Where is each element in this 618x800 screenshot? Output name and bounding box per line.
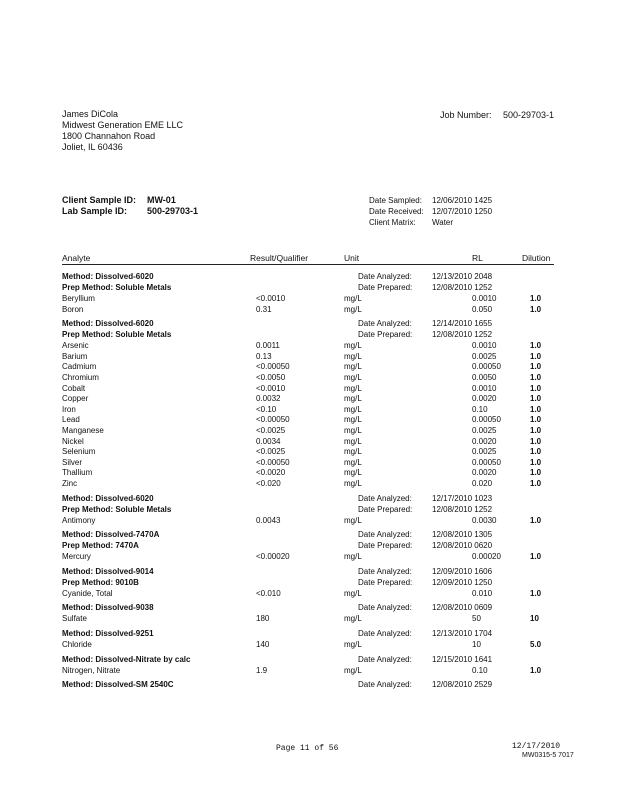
rl-value: 50 [472,614,481,624]
unit-value: mg/L [344,588,362,598]
document-code: MW0315-5 7017 [522,752,574,759]
analyte-name: Zinc [62,479,78,488]
result-value: <0.00050 [256,362,290,372]
rl-value: 0.010 [472,588,493,598]
date-sampled-value: 12/06/2010 1425 [432,196,493,205]
date-prepared-label: Date Prepared: [358,330,413,340]
method-name: Method: Dissolved-6020 [62,319,154,329]
analyte-name: Antimony [62,515,96,525]
date-analyzed-label: Date Analyzed: [358,530,412,540]
date-received-value: 12/07/2010 1250 [432,207,493,216]
result-value: 180 [256,614,270,624]
company-name: Midwest Generation EME LLC [62,120,184,130]
prep-method-name: Prep Method: 7470A [62,541,139,551]
analyte-name: Sulfate [62,614,87,624]
prep-method-name: Prep Method: Soluble Metals [62,504,172,514]
dilution-value: 1.0 [530,373,542,382]
analyte-name: Boron [62,304,84,314]
unit-value: mg/L [344,436,362,446]
dilution-value: 1.0 [530,341,542,351]
unit-value: mg/L [344,468,362,478]
unit-value: mg/L [344,640,362,649]
date-analyzed-value: 12/09/2010 1606 [432,566,493,576]
dilution-value: 1.0 [530,394,542,404]
header-dilution: Dilution [522,253,551,263]
analyte-name: Arsenic [62,341,89,351]
dilution-value: 1.0 [530,362,542,372]
dilution-value: 1.0 [530,351,542,361]
lab-sample-value: 500-29703-1 [147,206,199,216]
report-date: 12/17/2010 [512,742,561,751]
date-received-label: Date Received: [369,207,424,216]
rl-value: 0.0025 [472,351,497,361]
date-analyzed-label: Date Analyzed: [358,319,412,329]
date-prepared-label: Date Prepared: [358,577,413,587]
date-analyzed-value: 12/13/2010 1704 [432,629,493,638]
dilution-value: 5.0 [530,640,542,649]
lab-sample-label: Lab Sample ID: [62,206,128,216]
analyte-name: Beryllium [62,294,95,303]
result-value: 140 [256,640,270,649]
date-analyzed-label: Date Analyzed: [358,566,412,576]
unit-value: mg/L [344,614,362,624]
result-value: <0.0010 [256,383,286,393]
header-rule [62,264,554,265]
date-prepared-value: 12/09/2010 1250 [432,577,493,587]
date-analyzed-value: 12/15/2010 1641 [432,654,493,664]
rl-value: 0.00050 [472,415,501,425]
date-prepared-value: 12/08/2010 1252 [432,504,493,514]
method-name: Method: Dissolved-7470A [62,530,160,540]
dilution-value: 1.0 [530,479,542,488]
dilution-value: 1.0 [530,294,542,303]
client-name: James DiCola [62,109,119,119]
unit-value: mg/L [344,383,362,393]
result-value: <0.0050 [256,373,286,382]
result-value: 0.0043 [256,515,281,525]
analyte-name: Manganese [62,426,104,435]
dilution-value: 1.0 [530,436,542,446]
result-value: 0.13 [256,351,272,361]
result-value: 0.0032 [256,394,281,404]
dilution-value: 1.0 [530,304,542,314]
analyte-name: Cadmium [62,362,97,372]
method-name: Method: Dissolved-6020 [62,493,154,503]
date-analyzed-value: 12/14/2010 1655 [432,319,493,329]
unit-value: mg/L [344,394,362,404]
date-analyzed-value: 12/17/2010 1023 [432,493,493,503]
date-analyzed-value: 12/08/2010 2529 [432,680,493,690]
method-name: Method: Dissolved-9038 [62,603,154,613]
date-prepared-value: 12/08/2010 1252 [432,330,493,340]
analyte-name: Nitrogen, Nitrate [62,665,121,675]
rl-value: 0.020 [472,479,493,488]
client-matrix-value: Water [432,218,454,227]
unit-value: mg/L [344,404,362,414]
date-analyzed-value: 12/08/2010 0609 [432,603,493,613]
date-analyzed-label: Date Analyzed: [358,493,412,503]
dilution-value: 10 [530,614,539,624]
method-name: Method: Dissolved-9251 [62,629,154,638]
date-prepared-label: Date Prepared: [358,541,413,551]
rl-value: 0.0010 [472,341,497,351]
rl-value: 0.0020 [472,394,497,404]
unit-value: mg/L [344,341,362,351]
result-value: <0.020 [256,479,281,488]
date-analyzed-value: 12/13/2010 2048 [432,272,493,281]
unit-value: mg/L [344,447,362,457]
result-value: 0.31 [256,304,272,314]
header-unit: Unit [344,253,360,263]
unit-value: mg/L [344,294,362,303]
result-value: 0.0011 [256,341,280,351]
rl-value: 0.0050 [472,373,497,382]
result-value: <0.0010 [256,294,286,303]
client-sample-value: MW-01 [147,195,176,205]
dilution-value: 1.0 [530,588,542,598]
header-result: Result/Qualifier [250,253,309,263]
result-value: <0.010 [256,588,281,598]
analyte-name: Copper [62,394,89,404]
date-prepared-value: 12/08/2010 0620 [432,541,493,551]
date-analyzed-label: Date Analyzed: [358,629,412,638]
analyte-name: Lead [62,415,80,425]
dilution-value: 1.0 [530,415,542,425]
analyte-name: Chromium [62,373,99,382]
unit-value: mg/L [344,362,362,372]
analyte-name: Chloride [62,640,92,649]
job-number-value: 500-29703-1 [503,110,555,120]
prep-method-name: Prep Method: Soluble Metals [62,283,172,292]
unit-value: mg/L [344,304,362,314]
analyte-name: Nickel [62,436,84,446]
unit-value: mg/L [344,552,362,562]
analyte-name: Barium [62,351,88,361]
analyte-name: Silver [62,457,83,467]
rl-value: 0.0020 [472,468,497,478]
rl-value: 0.0010 [472,294,497,303]
unit-value: mg/L [344,515,362,525]
rl-value: 0.00050 [472,362,501,372]
client-matrix-label: Client Matrix: [369,218,416,227]
date-analyzed-label: Date Analyzed: [358,603,412,613]
rl-value: 0.0010 [472,383,497,393]
method-name: Method: Dissolved-Nitrate by calc [62,654,191,664]
dilution-value: 1.0 [530,457,542,467]
unit-value: mg/L [344,373,362,382]
date-analyzed-label: Date Analyzed: [358,654,412,664]
method-name: Method: Dissolved-9014 [62,566,154,576]
job-number-label: Job Number: [440,110,492,120]
result-value: <0.0025 [256,426,286,435]
page-number: Page 11 of 56 [276,744,339,753]
method-name: Method: Dissolved-SM 2540C [62,680,174,690]
date-prepared-value: 12/08/2010 1252 [432,283,493,292]
header-rl: RL [472,253,483,263]
date-sampled-label: Date Sampled: [369,196,422,205]
date-analyzed-value: 12/08/2010 1305 [432,530,493,540]
result-value: 0.0034 [256,436,281,446]
unit-value: mg/L [344,426,362,435]
street-address: 1800 Channahon Road [62,131,156,141]
prep-method-name: Prep Method: Soluble Metals [62,330,172,340]
analyte-name: Thallium [62,468,93,478]
dilution-value: 1.0 [530,515,542,525]
analyte-name: Cyanide, Total [62,588,113,598]
dilution-value: 1.0 [530,426,542,435]
rl-value: 0.0030 [472,515,497,525]
date-analyzed-label: Date Analyzed: [358,272,412,281]
rl-value: 0.10 [472,404,488,414]
rl-value: 0.0020 [472,436,497,446]
rl-value: 0.00050 [472,457,501,467]
dilution-value: 1.0 [530,665,542,675]
rl-value: 0.0025 [472,426,497,435]
unit-value: mg/L [344,457,362,467]
result-value: <0.00020 [256,552,290,562]
client-sample-label: Client Sample ID: [62,195,137,205]
prep-method-name: Prep Method: 9010B [62,577,139,587]
result-value: <0.00050 [256,457,290,467]
analyte-name: Mercury [62,552,91,562]
dilution-value: 1.0 [530,383,542,393]
date-prepared-label: Date Prepared: [358,283,413,292]
city-address: Joliet, IL 60436 [62,142,123,152]
dilution-value: 1.0 [530,468,542,478]
result-value: <0.00050 [256,415,290,425]
method-name: Method: Dissolved-6020 [62,272,154,281]
analyte-name: Selenium [62,447,96,457]
result-value: <0.10 [256,404,277,414]
dilution-value: 1.0 [530,447,542,457]
result-value: 1.9 [256,665,268,675]
analyte-name: Cobalt [62,383,86,393]
date-analyzed-label: Date Analyzed: [358,680,412,690]
header-analyte: Analyte [62,253,91,263]
rl-value: 0.0025 [472,447,497,457]
date-prepared-label: Date Prepared: [358,504,413,514]
unit-value: mg/L [344,415,362,425]
result-value: <0.0025 [256,447,286,457]
rl-value: 0.050 [472,304,493,314]
unit-value: mg/L [344,479,362,488]
result-value: <0.0020 [256,468,286,478]
dilution-value: 1.0 [530,404,542,414]
unit-value: mg/L [344,351,362,361]
analyte-name: Iron [62,404,76,414]
dilution-value: 1.0 [530,552,542,562]
rl-value: 10 [472,640,481,649]
rl-value: 0.10 [472,665,488,675]
rl-value: 0.00020 [472,552,501,562]
unit-value: mg/L [344,665,362,675]
